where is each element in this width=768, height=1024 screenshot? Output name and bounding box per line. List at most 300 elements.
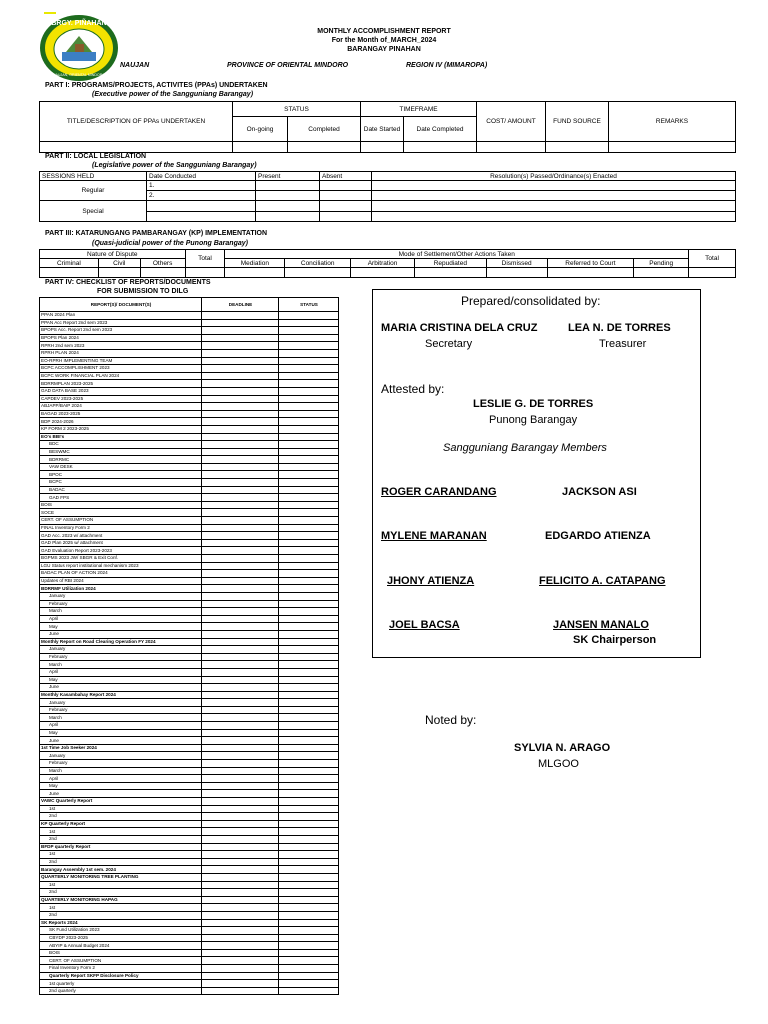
col-completed: Completed (288, 117, 361, 142)
checklist-row (40, 881, 339, 889)
checklist-row (40, 813, 339, 821)
checklist-row (40, 585, 339, 593)
checklist-status-cell (279, 691, 339, 699)
checklist-row (40, 790, 339, 798)
checklist-item: May (40, 623, 202, 631)
part1-subtitle: (Executive power of the Sangguniang Barangay) (92, 91, 254, 98)
checklist-status-cell (279, 425, 339, 433)
checklist-deadline-cell (202, 577, 279, 585)
row-regular: Regular (40, 181, 147, 201)
checklist-item: March (40, 608, 202, 616)
checklist-item: January (40, 699, 202, 707)
checklist-deadline-cell (202, 623, 279, 631)
checklist-deadline-cell (202, 638, 279, 646)
sk-chairperson-title: SK Chairperson (573, 634, 657, 646)
checklist-deadline-cell (202, 927, 279, 935)
checklist-status-cell (279, 706, 339, 714)
checklist-deadline-cell (202, 486, 279, 494)
checklist-row (40, 319, 339, 327)
checklist-item: June (40, 790, 202, 798)
col-remarks: REMARKS (609, 102, 736, 142)
checklist-status-cell (279, 904, 339, 912)
checklist-item: June (40, 684, 202, 692)
checklist-item: January (40, 646, 202, 654)
checklist-item: BPOPS Plan 2024 (40, 334, 202, 342)
checklist-row (40, 706, 339, 714)
member-4-name: EDGARDO ATIENZA (545, 530, 651, 542)
member-5-name: JHONY ATIENZA (387, 575, 475, 587)
checklist-status-cell (279, 820, 339, 828)
checklist-item: KP Quarterly Report (40, 820, 202, 828)
checklist-deadline-cell (202, 881, 279, 889)
checklist-deadline-cell (202, 380, 279, 388)
checklist-status-cell (279, 524, 339, 532)
checklist-deadline-cell (202, 585, 279, 593)
member-7-name: JOEL BACSA (389, 619, 460, 631)
part3-table (39, 249, 736, 278)
checklist-item: SK Reports 2024 (40, 919, 202, 927)
checklist-status-cell (279, 919, 339, 927)
checklist-deadline-cell (202, 410, 279, 418)
checklist-deadline-cell (202, 813, 279, 821)
checklist-deadline-cell (202, 949, 279, 957)
checklist-deadline-cell (202, 357, 279, 365)
checklist-row (40, 820, 339, 828)
checklist-row (40, 949, 339, 957)
col-absent: Absent (320, 172, 372, 181)
checklist-row (40, 494, 339, 502)
checklist-item: 2nd (40, 835, 202, 843)
checklist-deadline-cell (202, 600, 279, 608)
checklist-item: BESWMC (40, 448, 202, 456)
checklist-deadline-cell (202, 987, 279, 995)
checklist-row (40, 858, 339, 866)
checklist-row (40, 524, 339, 532)
checklist-status-cell (279, 615, 339, 623)
checklist-status-cell (279, 327, 339, 335)
seal-top-text: BRGY. PIÑAHAN (51, 20, 107, 27)
checklist-deadline-cell (202, 372, 279, 380)
checklist-item: GAD Evaluation Report 2023-2023 (40, 547, 202, 555)
checklist-status-cell (279, 463, 339, 471)
checklist-row (40, 479, 339, 487)
checklist-deadline-cell (202, 691, 279, 699)
checklist-item: GAD Acc. 2023 w/ attachment (40, 532, 202, 540)
checklist-row (40, 866, 339, 874)
checklist-deadline-cell (202, 760, 279, 768)
checklist-deadline-cell (202, 479, 279, 487)
checklist-deadline-cell (202, 942, 279, 950)
col-ongoing: On-going (233, 117, 288, 142)
punong-barangay-name: LESLIE G. DE TORRES (473, 398, 594, 410)
checklist-deadline-cell (202, 904, 279, 912)
col-dismissed: Dismissed (486, 259, 547, 268)
checklist-row (40, 592, 339, 600)
checklist-deadline-cell (202, 448, 279, 456)
checklist-row (40, 395, 339, 403)
checklist-deadline-cell (202, 835, 279, 843)
checklist-row (40, 699, 339, 707)
checklist-row (40, 965, 339, 973)
checklist-status-cell (279, 403, 339, 411)
checklist-status-cell (279, 972, 339, 980)
checklist-status-cell (279, 532, 339, 540)
checklist-deadline-cell (202, 456, 279, 464)
checklist-row (40, 684, 339, 692)
checklist-item: February (40, 653, 202, 661)
checklist-row (40, 638, 339, 646)
col-pending: Pending (634, 259, 689, 268)
checklist-row (40, 714, 339, 722)
header-region: REGION IV (MIMAROPA) (406, 62, 488, 69)
checklist-row (40, 365, 339, 373)
checklist-status-cell (279, 881, 339, 889)
checklist-item: ABJAPP/BAIP 2024 (40, 403, 202, 411)
col-checklist-status: STATUS (279, 298, 339, 312)
checklist-item: CERT. OF ASSUMPTION (40, 517, 202, 525)
row-special: Special (40, 201, 147, 222)
checklist-deadline-cell (202, 312, 279, 320)
checklist-status-cell (279, 782, 339, 790)
checklist-row (40, 775, 339, 783)
checklist-item: SOCE (40, 509, 202, 517)
checklist-item: May (40, 782, 202, 790)
checklist-row (40, 615, 339, 623)
checklist-table (39, 297, 339, 995)
checklist-deadline-cell (202, 866, 279, 874)
checklist-row (40, 562, 339, 570)
attested-by-label: Attested by: (381, 382, 445, 396)
checklist-status-cell (279, 418, 339, 426)
checklist-row (40, 767, 339, 775)
checklist-deadline-cell (202, 471, 279, 479)
checklist-deadline-cell (202, 365, 279, 373)
checklist-deadline-cell (202, 547, 279, 555)
checklist-deadline-cell (202, 828, 279, 836)
checklist-status-cell (279, 699, 339, 707)
checklist-status-cell (279, 562, 339, 570)
checklist-deadline-cell (202, 798, 279, 806)
member-8-name: JANSEN MANALO (553, 619, 649, 631)
checklist-status-cell (279, 312, 339, 320)
checklist-item: June (40, 630, 202, 638)
col-others: Others (140, 259, 185, 268)
col-cost: COST/ AMOUNT (477, 102, 546, 142)
checklist-status-cell (279, 767, 339, 775)
checklist-status-cell (279, 646, 339, 654)
treasurer-name: LEA N. DE TORRES (568, 322, 671, 334)
col-fund-source: FUND SOURCE (546, 102, 609, 142)
checklist-status-cell (279, 365, 339, 373)
checklist-item: Updates of RBI 2024 (40, 577, 202, 585)
checklist-item: March (40, 714, 202, 722)
checklist-row (40, 972, 339, 980)
checklist-status-cell (279, 653, 339, 661)
checklist-item: LGU Status report institutional mechanism 2023 (40, 562, 202, 570)
member-2-name: JACKSON ASI (562, 486, 637, 498)
checklist-status-cell (279, 722, 339, 730)
checklist-item: May (40, 676, 202, 684)
checklist-row (40, 532, 339, 540)
col-date-started: Date Started (361, 117, 404, 142)
checklist-status-cell (279, 942, 339, 950)
checklist-item: April (40, 775, 202, 783)
checklist-row (40, 919, 339, 927)
checklist-row (40, 934, 339, 942)
checklist-deadline-cell (202, 714, 279, 722)
checklist-row (40, 873, 339, 881)
checklist-status-cell (279, 441, 339, 449)
col-ppa-title: TITLE/DESCRIPTION OF PPAs UNDERTAKEN (40, 102, 233, 142)
checklist-item: BCPC ACCOMPLISHMENT 2023 (40, 365, 202, 373)
checklist-status-cell (279, 790, 339, 798)
checklist-status-cell (279, 843, 339, 851)
checklist-status-cell (279, 987, 339, 995)
checklist-deadline-cell (202, 934, 279, 942)
checklist-status-cell (279, 851, 339, 859)
checklist-deadline-cell (202, 919, 279, 927)
checklist-deadline-cell (202, 441, 279, 449)
checklist-row (40, 327, 339, 335)
checklist-item: EO-RPRH IMPLEMENTING TEAM (40, 357, 202, 365)
seal-bottom-text: NAUJAN, ORIENTAL MINDORO (52, 73, 106, 77)
header-month: For the Month of_MARCH_2024 (331, 37, 437, 44)
checklist-deadline-cell (202, 767, 279, 775)
checklist-status-cell (279, 980, 339, 988)
checklist-deadline-cell (202, 532, 279, 540)
report-header (0, 27, 768, 54)
checklist-row (40, 722, 339, 730)
checklist-item: VAW DESK (40, 463, 202, 471)
checklist-row (40, 668, 339, 676)
checklist-deadline-cell (202, 782, 279, 790)
checklist-deadline-cell (202, 494, 279, 502)
regular-row-1: 1. (147, 181, 256, 191)
checklist-item: BADAC PLAN OF ACTION 2024 (40, 570, 202, 578)
checklist-status-cell (279, 957, 339, 965)
col-date-conducted: Date Conducted (147, 172, 256, 181)
checklist-item: June (40, 737, 202, 745)
checklist-deadline-cell (202, 334, 279, 342)
col-resolution: Resolution(s) Passed/Ordinance(s) Enacted (372, 172, 736, 181)
checklist-deadline-cell (202, 387, 279, 395)
col-total-dispute: Total (185, 250, 225, 268)
checklist-status-cell (279, 433, 339, 441)
col-nature-of-dispute: Nature of Dispute (40, 250, 186, 259)
checklist-item: CERT. OF ASSUMPTION (40, 957, 202, 965)
member-1-name: ROGER CARANDANG (381, 486, 497, 498)
part3-subtitle: (Quasi-judicial power of the Punong Barangay) (92, 240, 248, 247)
checklist-item: March (40, 767, 202, 775)
checklist-row (40, 653, 339, 661)
checklist-deadline-cell (202, 858, 279, 866)
checklist-deadline-cell (202, 592, 279, 600)
checklist-item: Monthly Kasambahay Report 2024 (40, 691, 202, 699)
checklist-status-cell (279, 866, 339, 874)
checklist-deadline-cell (202, 509, 279, 517)
checklist-row (40, 737, 339, 745)
checklist-status-cell (279, 828, 339, 836)
checklist-item: 1st (40, 904, 202, 912)
checklist-status-cell (279, 934, 339, 942)
checklist-status-cell (279, 479, 339, 487)
checklist-item: QUARTERLY MONITORING HAPAG (40, 896, 202, 904)
checklist-item: Monthly Report on Road Clearing Operation FY 2024 (40, 638, 202, 646)
checklist-item: BCPC (40, 479, 202, 487)
checklist-item: February (40, 706, 202, 714)
checklist-status-cell (279, 835, 339, 843)
checklist-deadline-cell (202, 843, 279, 851)
checklist-status-cell (279, 600, 339, 608)
checklist-deadline-cell (202, 744, 279, 752)
checklist-status-cell (279, 896, 339, 904)
checklist-item: BPOPS Acc. Report 2nd sem 2023 (40, 327, 202, 335)
checklist-status-cell (279, 456, 339, 464)
noted-by-label: Noted by: (425, 713, 477, 727)
checklist-status-cell (279, 927, 339, 935)
checklist-item: EO's BBI's (40, 433, 202, 441)
col-referred-to-court: Referred to Court (547, 259, 634, 268)
checklist-row (40, 980, 339, 988)
checklist-status-cell (279, 676, 339, 684)
checklist-status-cell (279, 539, 339, 547)
checklist-item: BDRRMPLAN 2023-2025 (40, 380, 202, 388)
checklist-row (40, 425, 339, 433)
checklist-deadline-cell (202, 555, 279, 563)
checklist-row (40, 835, 339, 843)
checklist-item: BADAC (40, 486, 202, 494)
part2-subtitle: (Legislative power of the Sangguniang Barangay) (92, 162, 257, 169)
checklist-item: 2nd (40, 858, 202, 866)
checklist-item: BGPMS 2023 JW/ SBGR & Exit Conf. (40, 555, 202, 563)
checklist-row (40, 433, 339, 441)
checklist-status-cell (279, 638, 339, 646)
col-date-completed: Date Completed (404, 117, 477, 142)
checklist-item: CBYDP 2023-2025 (40, 934, 202, 942)
checklist-deadline-cell (202, 889, 279, 897)
checklist-deadline-cell (202, 608, 279, 616)
checklist-row (40, 448, 339, 456)
checklist-item: 1st (40, 851, 202, 859)
checklist-row (40, 729, 339, 737)
checklist-row (40, 911, 339, 919)
checklist-row (40, 646, 339, 654)
checklist-status-cell (279, 760, 339, 768)
checklist-row (40, 600, 339, 608)
checklist-row (40, 798, 339, 806)
checklist-deadline-cell (202, 630, 279, 638)
checklist-item: 1st Time Job Seeker 2024 (40, 744, 202, 752)
checklist-status-cell (279, 349, 339, 357)
part3-title: PART III: KATARUNGANG PAMBARANGAY (KP) IMPLEMENTATION (45, 230, 268, 237)
part1-title: PART I: PROGRAMS/PROJECTS, ACTIVITES (PPAs) UNDERTAKEN (45, 82, 268, 89)
checklist-item: 2nd (40, 889, 202, 897)
checklist-status-cell (279, 813, 339, 821)
checklist-item: QUARTERLY MONITORING TREE PLANTING (40, 873, 202, 881)
checklist-status-cell (279, 357, 339, 365)
checklist-status-cell (279, 729, 339, 737)
member-3-name: MYLENE MARANAN (381, 530, 487, 542)
checklist-deadline-cell (202, 661, 279, 669)
checklist-status-cell (279, 911, 339, 919)
checklist-item: KP FORM 2 2023-2025 (40, 425, 202, 433)
header-province: PROVINCE OF ORIENTAL MINDORO (227, 62, 349, 69)
checklist-item: Quarterly Report SKFP Disclosure Policy (40, 972, 202, 980)
checklist-item: February (40, 760, 202, 768)
checklist-status-cell (279, 471, 339, 479)
checklist-item: Final Inventory Form 2 (40, 965, 202, 973)
checklist-item: Barangay Assembly 1st sem. 2024 (40, 866, 202, 874)
checklist-status-cell (279, 744, 339, 752)
checklist-status-cell (279, 623, 339, 631)
checklist-deadline-cell (202, 790, 279, 798)
checklist-item: January (40, 592, 202, 600)
checklist-item: VAWC Quarterly Report (40, 798, 202, 806)
col-sessions-held: SESSIONS HELD (40, 172, 147, 181)
checklist-row (40, 744, 339, 752)
header-barangay: BARANGAY PINAHAN (347, 46, 421, 53)
checklist-row (40, 570, 339, 578)
checklist-item: CAPDEV 2023-2025 (40, 395, 202, 403)
checklist-row (40, 661, 339, 669)
checklist-deadline-cell (202, 349, 279, 357)
checklist-deadline-cell (202, 820, 279, 828)
checklist-item: BOIS (40, 501, 202, 509)
checklist-status-cell (279, 494, 339, 502)
checklist-row (40, 517, 339, 525)
checklist-row (40, 828, 339, 836)
checklist-status-cell (279, 509, 339, 517)
checklist-row (40, 577, 339, 585)
checklist-row (40, 501, 339, 509)
checklist-deadline-cell (202, 653, 279, 661)
checklist-deadline-cell (202, 980, 279, 988)
col-mode-of-settlement: Mode of Settlement/Other Actions Taken (225, 250, 689, 259)
part4-title-2: FOR SUBMISSION TO DILG (97, 288, 189, 295)
checklist-item: BDRRMC (40, 456, 202, 464)
checklist-deadline-cell (202, 615, 279, 623)
checklist-row (40, 539, 339, 547)
checklist-status-cell (279, 486, 339, 494)
checklist-deadline-cell (202, 684, 279, 692)
checklist-row (40, 608, 339, 616)
col-timeframe: TIMEFRAME (361, 102, 477, 117)
part1-table (39, 101, 736, 153)
checklist-item: March (40, 661, 202, 669)
checklist-status-cell (279, 714, 339, 722)
checklist-status-cell (279, 965, 339, 973)
checklist-item: 1st (40, 828, 202, 836)
checklist-item: 2nd (40, 911, 202, 919)
checklist-item: 2nd quarterly (40, 987, 202, 995)
checklist-deadline-cell (202, 433, 279, 441)
checklist-item: 1st (40, 805, 202, 813)
checklist-deadline-cell (202, 646, 279, 654)
checklist-status-cell (279, 334, 339, 342)
checklist-row (40, 471, 339, 479)
checklist-status-cell (279, 448, 339, 456)
checklist-row (40, 889, 339, 897)
checklist-status-cell (279, 798, 339, 806)
treasurer-title: Treasurer (599, 338, 647, 350)
checklist-status-cell (279, 949, 339, 957)
mlgoo-title: MLGOO (538, 758, 579, 770)
checklist-status-cell (279, 570, 339, 578)
col-report-document: REPORT(S)/ DOCUMENT(S) (40, 298, 202, 312)
checklist-item: 1st quarterly (40, 980, 202, 988)
checklist-row (40, 349, 339, 357)
sb-members-label: Sangguniang Barangay Members (443, 442, 607, 454)
